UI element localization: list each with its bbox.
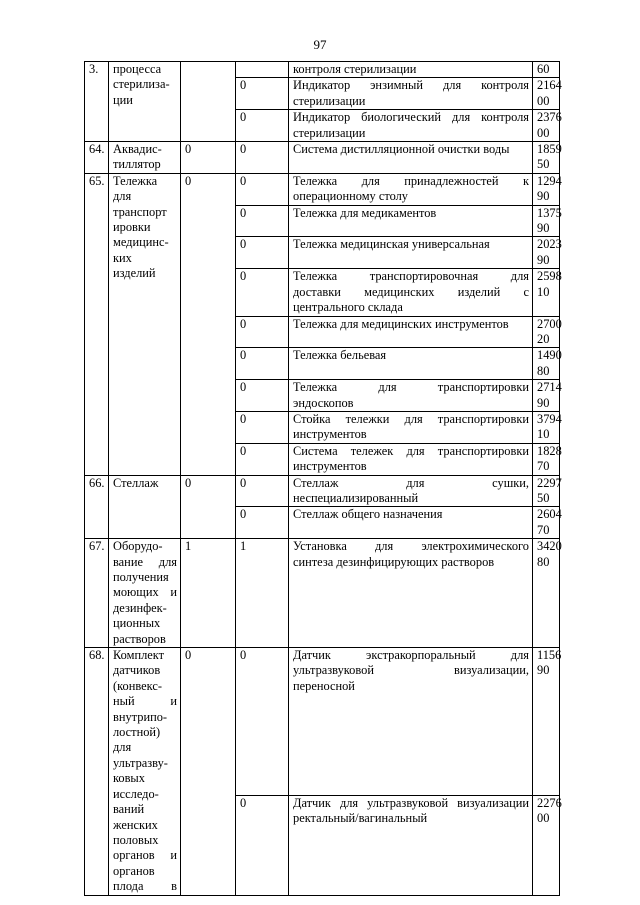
price-line: 70 (537, 522, 550, 537)
item-name-line: лостной) (113, 725, 161, 740)
description-line: центрального склада (293, 300, 403, 315)
price-line: 50 (537, 157, 550, 172)
quantity-cell: 1 (181, 539, 236, 648)
description-line: Стеллаж для сушки, (293, 475, 529, 490)
description-line: Установка для электрохимического (293, 539, 529, 554)
price-line: 1859 (537, 142, 562, 157)
price-line: 90 (537, 189, 550, 204)
row-number-line: 6 (89, 539, 96, 554)
description-line: Тележка для принадлежностей к (293, 173, 529, 188)
price-cell (533, 348, 560, 380)
description-line: инструментов (293, 427, 367, 442)
subquantity-cell: 0 (236, 380, 289, 412)
description-line: доставки медицинских изделий с (293, 284, 529, 299)
description-line: Датчик экстракорпоральный для (293, 648, 529, 663)
price-line: 3420 (537, 539, 562, 554)
price-line: 2604 (537, 507, 562, 522)
row-number-line: 6 (89, 142, 96, 157)
item-name-line: исследо- (113, 786, 159, 801)
row-number-line: 8. (95, 648, 105, 663)
item-name-line: органов (113, 863, 155, 878)
price-cell (533, 475, 560, 507)
price-cell (533, 269, 560, 316)
item-name-line: ный и (113, 694, 177, 709)
row-number-line: 4. (95, 142, 105, 157)
item-name-line: тиллятор (113, 157, 161, 172)
description-line: Тележка для транспортировки (293, 380, 529, 395)
row-number-line: 6 (89, 173, 96, 188)
price-line: 10 (537, 284, 550, 299)
item-name-line: ультразву- (113, 755, 168, 770)
description-cell (289, 539, 533, 648)
subquantity-cell: 0 (236, 316, 289, 348)
description-cell (289, 648, 533, 796)
description-cell (289, 205, 533, 237)
item-name-line: внутрипо- (113, 709, 168, 724)
description-line: стерилизации (293, 125, 366, 140)
price-line: 90 (537, 663, 550, 678)
price-cell (533, 237, 560, 269)
price-cell (533, 411, 560, 443)
description-line: инструментов (293, 459, 367, 474)
item-name-line: ковых (113, 771, 145, 786)
item-name-line: Оборудо- (113, 539, 163, 554)
item-name (109, 142, 181, 174)
item-name-line: растворов (113, 631, 166, 646)
item-name-line: Стеллаж (113, 475, 159, 490)
subquantity-cell: 0 (236, 237, 289, 269)
price-line: 60 (537, 62, 550, 76)
description-line: Тележка для медицинских инструментов (293, 316, 509, 331)
item-name-line: ких (113, 250, 132, 265)
item-name-line: для (113, 189, 132, 204)
item-name-line: плода в (113, 879, 177, 894)
row-number-line: 3. (89, 62, 99, 76)
item-name-line: транспорт (113, 204, 167, 219)
description-cell (289, 507, 533, 539)
item-name-line: Комплект (113, 648, 165, 663)
subquantity-cell: 0 (236, 205, 289, 237)
item-name-line: вание для (113, 554, 177, 569)
item-name (109, 475, 181, 539)
description-line: Стойка тележки для транспортировки (293, 411, 529, 426)
price-cell (533, 795, 560, 895)
price-cell (533, 78, 560, 110)
price-line: 2598 (537, 269, 562, 284)
subquantity-cell: 0 (236, 795, 289, 895)
row-number-line: 7. (95, 539, 105, 554)
row-number (85, 173, 109, 475)
price-line: 00 (537, 93, 550, 108)
item-name-line: датчиков (113, 663, 161, 678)
row-number-line: 6. (95, 475, 105, 490)
price-line: 10 (537, 427, 550, 442)
price-line: 00 (537, 811, 550, 826)
item-name-line: получения (113, 570, 169, 584)
description-line: Тележка бельевая (293, 348, 387, 363)
description-cell (289, 475, 533, 507)
price-cell (533, 173, 560, 205)
description-cell (289, 269, 533, 316)
table-row (85, 142, 560, 174)
price-cell (533, 62, 560, 78)
description-cell (289, 795, 533, 895)
description-line: ректальный/вагинальный (293, 811, 428, 826)
price-line: 00 (537, 125, 550, 140)
description-line: эндоскопов (293, 395, 354, 410)
table-row (85, 475, 560, 507)
subquantity-cell: 0 (236, 348, 289, 380)
quantity-cell: 0 (181, 475, 236, 539)
price-line: 1375 (537, 205, 562, 220)
description-cell (289, 78, 533, 110)
price-line: 2164 (537, 78, 562, 93)
price-line: 2023 (537, 237, 562, 252)
item-name (109, 539, 181, 648)
item-name-line: изделий (113, 266, 156, 281)
price-cell (533, 316, 560, 348)
price-line: 1294 (537, 173, 562, 188)
row-number (85, 475, 109, 539)
item-name-line: ции (113, 92, 133, 107)
price-line: 1490 (537, 348, 562, 363)
description-line: переносной (293, 678, 355, 693)
subquantity-cell: 0 (236, 110, 289, 142)
row-number (85, 648, 109, 896)
row-number (85, 539, 109, 648)
subquantity-cell: 0 (236, 475, 289, 507)
quantity-cell: 0 (181, 142, 236, 174)
price-cell (533, 142, 560, 174)
item-name-line: (конвекс- (113, 678, 162, 693)
item-name-line: дезинфек- (113, 600, 167, 615)
subquantity-cell: 1 (236, 539, 289, 648)
description-line: неспециализированный (293, 490, 419, 505)
description-cell (289, 110, 533, 142)
price-cell (533, 507, 560, 539)
page-number: 97 (313, 37, 327, 52)
description-line: Индикатор биологический для контроля (293, 110, 529, 125)
price-line: 1828 (537, 443, 562, 458)
item-name-line: медицинс- (113, 235, 169, 250)
subquantity-cell (236, 62, 289, 78)
price-cell (533, 205, 560, 237)
description-cell (289, 380, 533, 412)
price-line: 2276 (537, 795, 562, 810)
price-line: 2297 (537, 475, 562, 490)
table-row (85, 173, 560, 205)
price-cell (533, 380, 560, 412)
price-line: 2714 (537, 380, 562, 395)
description-line: Индикатор энзимный для контроля (293, 78, 529, 93)
item-name-line: для (113, 740, 132, 755)
quantity-cell (181, 62, 236, 142)
description-cell (289, 62, 533, 78)
price-cell (533, 648, 560, 796)
description-line: Тележка транспортировочная для (293, 269, 529, 284)
price-line: 90 (537, 395, 550, 410)
description-line: Датчик для ультразвуковой визуализации (293, 795, 529, 810)
price-line: 3794 (537, 411, 562, 426)
price-cell (533, 443, 560, 475)
description-line: Тележка медицинская универсальная (293, 237, 490, 252)
table-row (85, 648, 560, 796)
subquantity-cell: 0 (236, 507, 289, 539)
price-line: 50 (537, 490, 550, 505)
description-line: Тележка для медикаментов (293, 205, 437, 220)
price-line: 1156 (537, 648, 562, 663)
price-cell (533, 110, 560, 142)
item-name-line: Тележка (113, 173, 158, 188)
item-name-line: моющих и (113, 585, 177, 600)
price-line: 80 (537, 554, 550, 569)
item-name-line: половых (113, 832, 159, 847)
description-line: синтеза дезинфицирующих растворов (293, 554, 495, 569)
row-number-line: 6 (89, 475, 96, 490)
description-line: Система дистилляционной очистки воды (293, 142, 510, 157)
item-name-line: ваний (113, 802, 145, 817)
item-name-line: процесса (113, 62, 162, 76)
table-row (85, 539, 560, 648)
row-number (85, 142, 109, 174)
item-name-line: Аквадис- (113, 142, 162, 157)
row-number (85, 62, 109, 142)
item-name-line: ировки (113, 220, 151, 235)
price-line: 20 (537, 331, 550, 346)
price-line: 80 (537, 363, 550, 378)
item-name-line: органов и (113, 848, 177, 863)
item-name-line: ционных (113, 616, 161, 631)
description-line: Система тележек для транспортировки (293, 443, 529, 458)
quantity-cell: 0 (181, 173, 236, 475)
description-line: контроля стерилизации (293, 62, 417, 76)
description-cell (289, 316, 533, 348)
description-cell (289, 237, 533, 269)
item-name (109, 62, 181, 142)
description-cell (289, 142, 533, 174)
description-line: стерилизации (293, 93, 366, 108)
description-cell (289, 348, 533, 380)
subquantity-cell: 0 (236, 648, 289, 796)
subquantity-cell: 0 (236, 269, 289, 316)
quantity-cell: 0 (181, 648, 236, 896)
equipment-table (84, 61, 560, 896)
price-line: 90 (537, 221, 550, 236)
item-name (109, 173, 181, 475)
item-name-line: стерилиза- (113, 77, 170, 92)
price-line: 2700 (537, 316, 562, 331)
subquantity-cell: 0 (236, 142, 289, 174)
description-cell (289, 411, 533, 443)
description-cell (289, 443, 533, 475)
subquantity-cell: 0 (236, 173, 289, 205)
subquantity-cell: 0 (236, 443, 289, 475)
description-line: ультразвуковой визуализации, (293, 663, 529, 678)
description-line: Стеллаж общего назначения (293, 507, 443, 522)
description-line: операционному столу (293, 189, 408, 204)
item-name (109, 648, 181, 896)
row-number-line: 5. (95, 173, 105, 188)
description-cell (289, 173, 533, 205)
price-line: 90 (537, 252, 550, 267)
subquantity-cell: 0 (236, 78, 289, 110)
price-line: 2376 (537, 110, 562, 125)
subquantity-cell: 0 (236, 411, 289, 443)
row-number-line: 6 (89, 648, 96, 663)
price-line: 70 (537, 459, 550, 474)
price-cell (533, 539, 560, 648)
item-name-line: женских (113, 817, 158, 832)
table-row (85, 62, 560, 78)
